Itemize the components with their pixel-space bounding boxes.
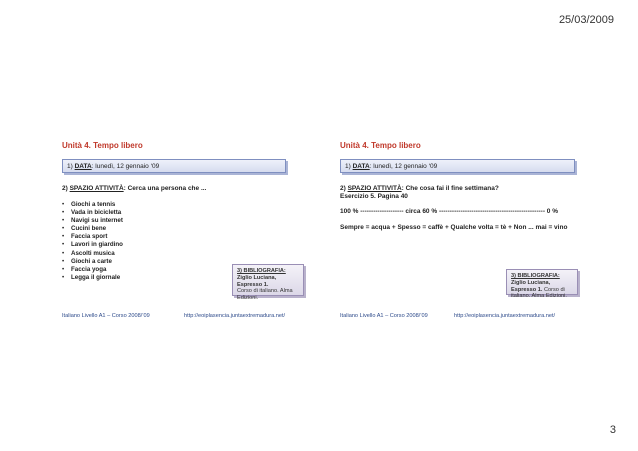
slide-left bbox=[62, 128, 293, 328]
page-number: 3 bbox=[609, 424, 616, 436]
slide-title: Unità 4. Tempo libero bbox=[340, 141, 421, 150]
list-item: • Vada in bicicletta bbox=[62, 209, 123, 217]
spazio-value: : Cerca una persona che ... bbox=[123, 185, 207, 192]
document-date: 25/03/2009 bbox=[558, 14, 614, 26]
data-value: : lunedì, 12 gennaio ‘09 bbox=[91, 163, 160, 170]
bibliography-text: Corso di italiano. Alma Edizioni. bbox=[511, 286, 567, 300]
list-item: • Ascolti musica bbox=[62, 250, 123, 258]
list-item: • Faccia sport bbox=[62, 233, 123, 241]
bibliography-box bbox=[232, 264, 304, 302]
data-prefix: 1) bbox=[67, 163, 73, 170]
data-box bbox=[62, 159, 286, 173]
spazio-prefix: 2) bbox=[340, 185, 346, 192]
bibliography-box bbox=[506, 269, 578, 300]
footer-url[interactable]: http://eoiplasencia.juntaextremadura.net/ bbox=[184, 313, 286, 319]
list-item: • Lavori in giardino bbox=[62, 241, 123, 249]
spazio-prefix: 2) bbox=[62, 185, 68, 192]
frequency-equivalences: Sempre = acqua + Spesso = caffè + Qualche volta = tè + Non ... mai = vino bbox=[340, 224, 568, 231]
slide-right bbox=[340, 128, 575, 328]
list-item: • Giochi a tennis bbox=[62, 201, 123, 209]
exercise-line: Esercizio 5. Pagina 40 bbox=[340, 193, 408, 200]
list-item: • Legga il giornale bbox=[62, 274, 123, 282]
spazio-line bbox=[340, 185, 499, 192]
spazio-line bbox=[62, 185, 206, 192]
slide-title: Unità 4. Tempo libero bbox=[62, 141, 143, 150]
bibliography-author: Ziglio Luciana, Espresso 1. bbox=[237, 274, 277, 288]
bibliography-text: Corso di italiano. Alma Edizioni. bbox=[237, 288, 293, 302]
spazio-value: : Che cosa fai il fine settimana? bbox=[401, 185, 499, 192]
frequency-scale: 100 % -------------------- circa 60 % ------------------------------------------------- 0 % bbox=[340, 208, 559, 215]
bibliography-title: 3) BIBLIOGRAFIA: bbox=[511, 273, 560, 279]
spazio-label: SPAZIO ATTIVITÀ bbox=[347, 185, 402, 192]
list-item: • Navigi su internet bbox=[62, 217, 123, 225]
bibliography-title: 3) BIBLIOGRAFIA: bbox=[237, 268, 286, 274]
data-value: : lunedì, 12 gennaio ‘09 bbox=[369, 163, 438, 170]
list-item: • Cucini bene bbox=[62, 225, 123, 233]
bibliography-author: Ziglio Luciana, Espresso 1. bbox=[511, 279, 551, 293]
list-item: • Faccia yoga bbox=[62, 266, 123, 274]
activity-list bbox=[62, 201, 123, 282]
footer-course: Italiano Livello A1 – Corso 2008/’09 bbox=[62, 313, 150, 319]
bibliography-citation bbox=[511, 280, 573, 300]
footer-url[interactable]: http://eoiplasencia.juntaextremadura.net/ bbox=[454, 313, 556, 319]
spazio-label: SPAZIO ATTIVITÀ bbox=[69, 185, 124, 192]
data-label: DATA bbox=[352, 163, 370, 170]
data-label: DATA bbox=[74, 163, 92, 170]
data-prefix: 1) bbox=[345, 163, 351, 170]
footer-course: Italiano Livello A1 – Corso 2008/’09 bbox=[340, 313, 428, 319]
data-box bbox=[340, 159, 575, 173]
list-item: • Giochi a carte bbox=[62, 258, 123, 266]
